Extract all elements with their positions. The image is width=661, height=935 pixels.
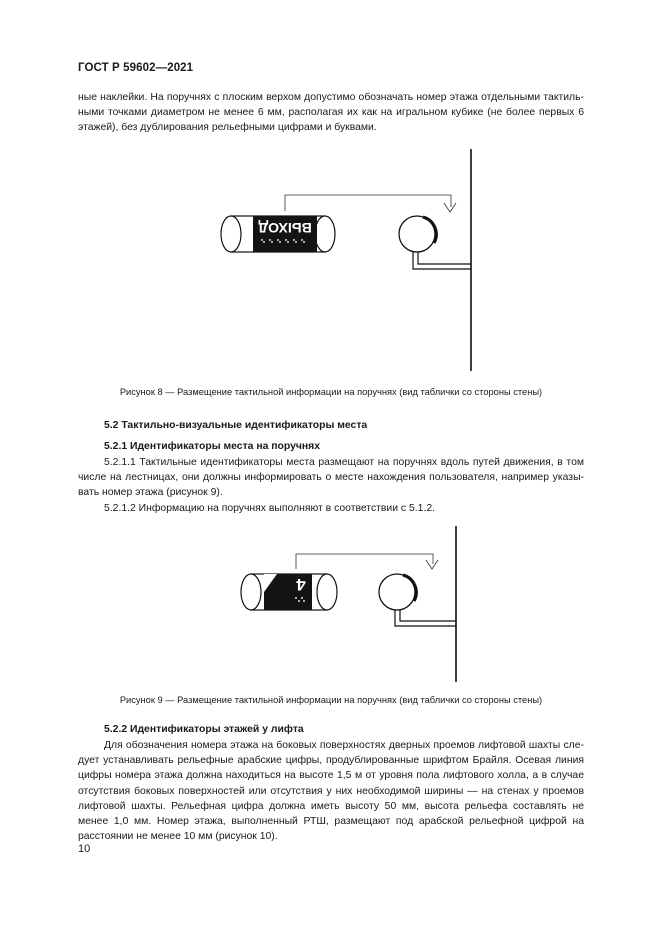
handrail-section [399,216,471,269]
section-5-2-heading: 5.2 Тактильно-визуальные идентификаторы места [104,420,368,431]
view-arrow [285,195,451,211]
figure-8-caption: Рисунок 8 — Размещение тактильной информации на поручнях (вид таблички со стороны стены) [119,387,543,397]
document-code-header: ГОСТ Р 59602—2021 [78,62,194,74]
page-number: 10 [78,843,91,855]
handrail-section [379,574,456,626]
figure-9-caption: Рисунок 9 — Размещение тактильной информации на поручнях (вид таблички со стороны стены) [119,695,543,705]
view-arrow [296,554,433,569]
figure-8-drawing [0,145,661,380]
paragraph-5-2-1-1: 5.2.1.1 Тактильные идентификаторы места размещают на поручнях вдоль путей движения, в том числе на лестницах, они должны информировать о месте нахождения пользователя, например указывать номер этажа (рисунок 9). [78,457,584,499]
paragraph-5-2-2: Для обозначения номера этажа на боковых поверхностях дверных проемов лифтовой шахты следует устанавливать рельефные арабские цифры, продублированные шрифтом Брайля. Осевая линия цифры номера этажа должна находиться на высоте 1,5 м от уровня пола лифтового холла, а в случае отсутствия боковых поверхностей или отсутствия у них необходимой ширины — на стенах у проемов лифтовой шахты. Рельефная цифра должна иметь высоту 50 мм, высота рельефа составлять не менее 1,0 мм. Номер этажа, выполненный РТШ, размещают под арабской рельефной цифрой на расстоянии не менее 10 мм (рисунок 10). [78,740,584,843]
tactile-plate-cylinder [221,216,335,252]
tactile-plate-cylinder [241,574,337,610]
plate-label: ВЫХОД [258,220,312,236]
section-5-2-1-heading: 5.2.1 Идентификаторы места на поручнях [104,441,321,452]
plate-number: 4 [296,575,306,594]
figure-9-drawing [0,522,661,692]
intro-paragraph: ные наклейки. На поручнях с плоским верхом допустимо обозначать номер этажа отдельными тактильными точками диаметром не менее 6 мм, располагая их как на игральном кубике (не более первых 6 этажей), без дублирования рельефными цифрами и буквами. [78,92,584,134]
arrow-head [426,560,438,569]
arrow-head [444,203,456,212]
paragraph-5-2-1-2: 5.2.1.2 Информацию на поручнях выполняют в соответствии с 5.1.2. [104,503,435,514]
section-5-2-2-heading: 5.2.2 Идентификаторы этажей у лифта [104,724,304,735]
